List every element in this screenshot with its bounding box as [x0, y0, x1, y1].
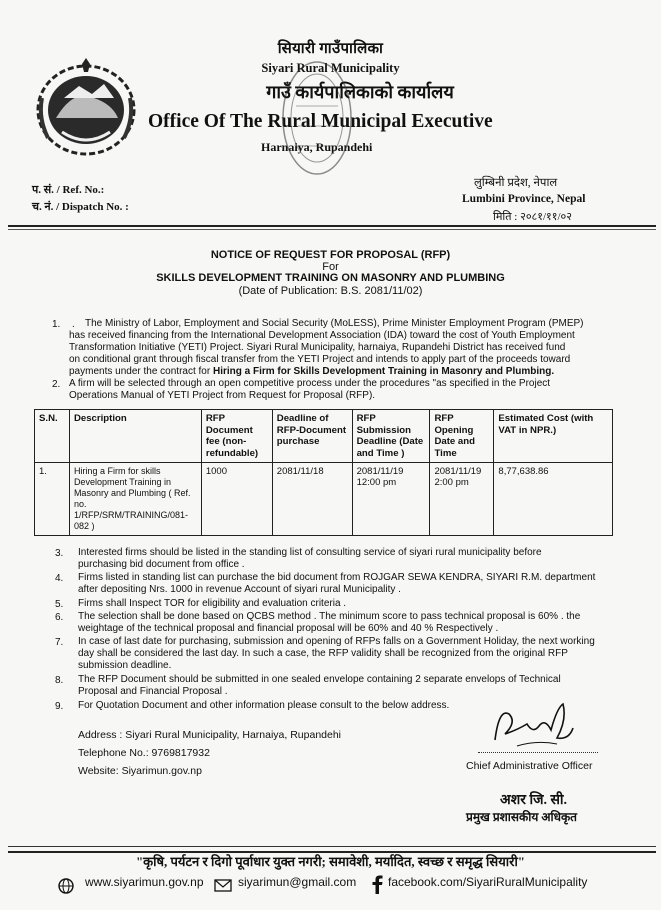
- signature-image: [487, 700, 577, 752]
- item-number: 4.: [55, 573, 64, 584]
- item-text: after depositing Nrs. 1000 in revenue Account of siyari rural Municipality .: [78, 584, 401, 595]
- email-icon: [214, 879, 232, 892]
- province-np: लुम्बिनी प्रदेश, नेपाल: [474, 177, 558, 189]
- table-cell: Hiring a Firm for skills Development Training in Masonry and Plumbing ( Ref. no. 1/RFP/SRM/TRAINING/081-082 ): [69, 463, 201, 536]
- item-text: day shall be considered the last day. In such a case, the RFP validity shall be recognized from the original RFP: [78, 648, 568, 659]
- footer-facebook[interactable]: facebook.com/SiyariRuralMunicipality: [388, 875, 588, 889]
- province-en: Lumbini Province, Nepal: [462, 193, 586, 205]
- office-location: Harnaiya, Rupandehi: [261, 140, 373, 154]
- table-header-row: [35, 410, 613, 463]
- item-text: For Quotation Document and other information please consult to the below address.: [78, 700, 450, 711]
- column-header: RFP Document fee (non-refundable): [201, 410, 272, 463]
- table-cell: 2081/11/18: [272, 463, 352, 536]
- notice-subject: SKILLS DEVELOPMENT TRAINING ON MASONRY AND PLUMBING: [156, 272, 505, 284]
- item-text: has received financing from the International Development Association (IDA) toward the cost of Youth Employment: [69, 330, 575, 341]
- table-cell: 8,77,638.86: [494, 463, 613, 536]
- footer-motto: "कृषि, पर्यटन र दिगो पूर्वाधार युक्त नगरी; समावेशी, मर्यादित, स्वच्छ र समृद्ध सियारी": [135, 854, 526, 869]
- footer-email[interactable]: siyarimun@gmail.com: [238, 875, 357, 889]
- table-row: [35, 463, 613, 536]
- signatory-title-np: प्रमुख प्रशासकीय अधिकृत: [466, 810, 578, 824]
- office-name-en: Office Of The Rural Municipal Executive: [148, 111, 493, 132]
- item-number: 5.: [55, 599, 64, 610]
- facebook-icon: [371, 875, 383, 894]
- item-text: Transformation Initiative (YETI) Project. Siyari Rural Municipality, harnaiya, Rupandehi District has received fund: [69, 342, 566, 353]
- item-text: submission deadline.: [78, 660, 172, 671]
- contact-website: Website: Siyarimun.gov.np: [78, 765, 202, 777]
- signatory-title: Chief Administrative Officer: [466, 760, 593, 772]
- notice-title: NOTICE OF REQUEST FOR PROPOSAL (RFP): [210, 249, 451, 261]
- item-text: Operations Manual of YETI Project from Request for Proposal (RFP).: [69, 390, 376, 401]
- date-np: मिति : २०८१/११/०२: [493, 211, 572, 223]
- table-cell: 2081/11/19 2:00 pm: [430, 463, 494, 536]
- office-name-np: गाउँ कार्यपालिकाको कार्यालय: [266, 82, 454, 102]
- municipality-name-en: Siyari Rural Municipality: [261, 61, 400, 75]
- column-header: Description: [69, 410, 201, 463]
- footer-website[interactable]: www.siyarimun.gov.np: [85, 875, 204, 889]
- table-cell: 1.: [35, 463, 70, 536]
- notice-for: For: [322, 261, 339, 273]
- contact-telephone: Telephone No.: 9769817932: [78, 747, 210, 759]
- rfp-table: [34, 409, 613, 536]
- item-text: on conditional grant through fiscal transfer from the YETI Project and intends to apply part of the proceeds toward: [69, 354, 571, 365]
- item-lead: .: [72, 319, 75, 330]
- column-header: RFP Opening Date and Time: [430, 410, 494, 463]
- signatory-name-np: अशर जि. सी.: [500, 793, 568, 808]
- contact-address: Address : Siyari Rural Municipality, Harnaiya, Rupandehi: [78, 729, 342, 741]
- item-number: 6.: [55, 612, 64, 623]
- item-number: 8.: [55, 675, 64, 686]
- item-text: The Ministry of Labor, Employment and Social Security (MoLESS), Prime Minister Employment Program (PMEP): [85, 318, 584, 329]
- item-text: payments under the contract for Hiring a Firm for Skills Development Training in Masonry and Plumbing.: [69, 366, 555, 377]
- item-text: The RFP Document should be submitted in one sealed envelope containing 2 separate envelops of Technical: [78, 674, 561, 685]
- item-text: Interested firms should be listed in the standing list of consulting service of siyari rural municipality before: [78, 547, 542, 558]
- column-header: Deadline of RFP-Document purchase: [272, 410, 352, 463]
- item-text: A firm will be selected through an open competitive process under the procedures "as specified in the Project: [69, 378, 551, 389]
- dispatch-no-label: च. नं. / Dispatch No. :: [32, 201, 129, 213]
- item-number: 1.: [52, 319, 61, 330]
- item-text: The selection shall be done based on QCBS method . The minimum score to pass technical proposal is 60% . the: [78, 611, 581, 622]
- header-divider-thin: [8, 229, 656, 230]
- item-text: Proposal and Financial Proposal .: [78, 686, 228, 697]
- column-header: Estimated Cost (with VAT in NPR.): [494, 410, 613, 463]
- item-text: weightage of the technical proposal and financial proposal will be 60% and 40 % Respectively .: [78, 623, 499, 634]
- item-number: 2.: [52, 379, 61, 390]
- publication-date: (Date of Publication: B.S. 2081/11/02): [238, 285, 423, 297]
- municipality-name-np: सियारी गाउँपालिका: [277, 41, 384, 57]
- item-number: 7.: [55, 637, 64, 648]
- footer-divider-thin: [8, 846, 656, 847]
- item-number: 9.: [55, 701, 64, 712]
- globe-icon: [58, 878, 74, 894]
- signature-line: [478, 752, 598, 753]
- header-divider: [8, 225, 656, 227]
- item-text: In case of last date for purchasing, submission and opening of RFPs falls on a Government Holiday, the next working: [78, 636, 595, 647]
- table-cell: 1000: [201, 463, 272, 536]
- office-stamp: [278, 56, 356, 180]
- table-cell: 2081/11/19 12:00 pm: [352, 463, 430, 536]
- column-header: S.N.: [35, 410, 70, 463]
- item-text: purchasing bid document from office .: [78, 559, 245, 570]
- column-header: RFP Submission Deadline (Date and Time ): [352, 410, 430, 463]
- item-text: Firms listed in standing list can purchase the bid document from ROJGAR SEWA KENDRA, SIYARI R.M. department: [78, 572, 596, 583]
- ref-no-label: प. सं. / Ref. No.:: [32, 184, 105, 196]
- item-number: 3.: [55, 548, 64, 559]
- item-text: Firms shall Inspect TOR for eligibility and evaluation criteria .: [78, 598, 347, 609]
